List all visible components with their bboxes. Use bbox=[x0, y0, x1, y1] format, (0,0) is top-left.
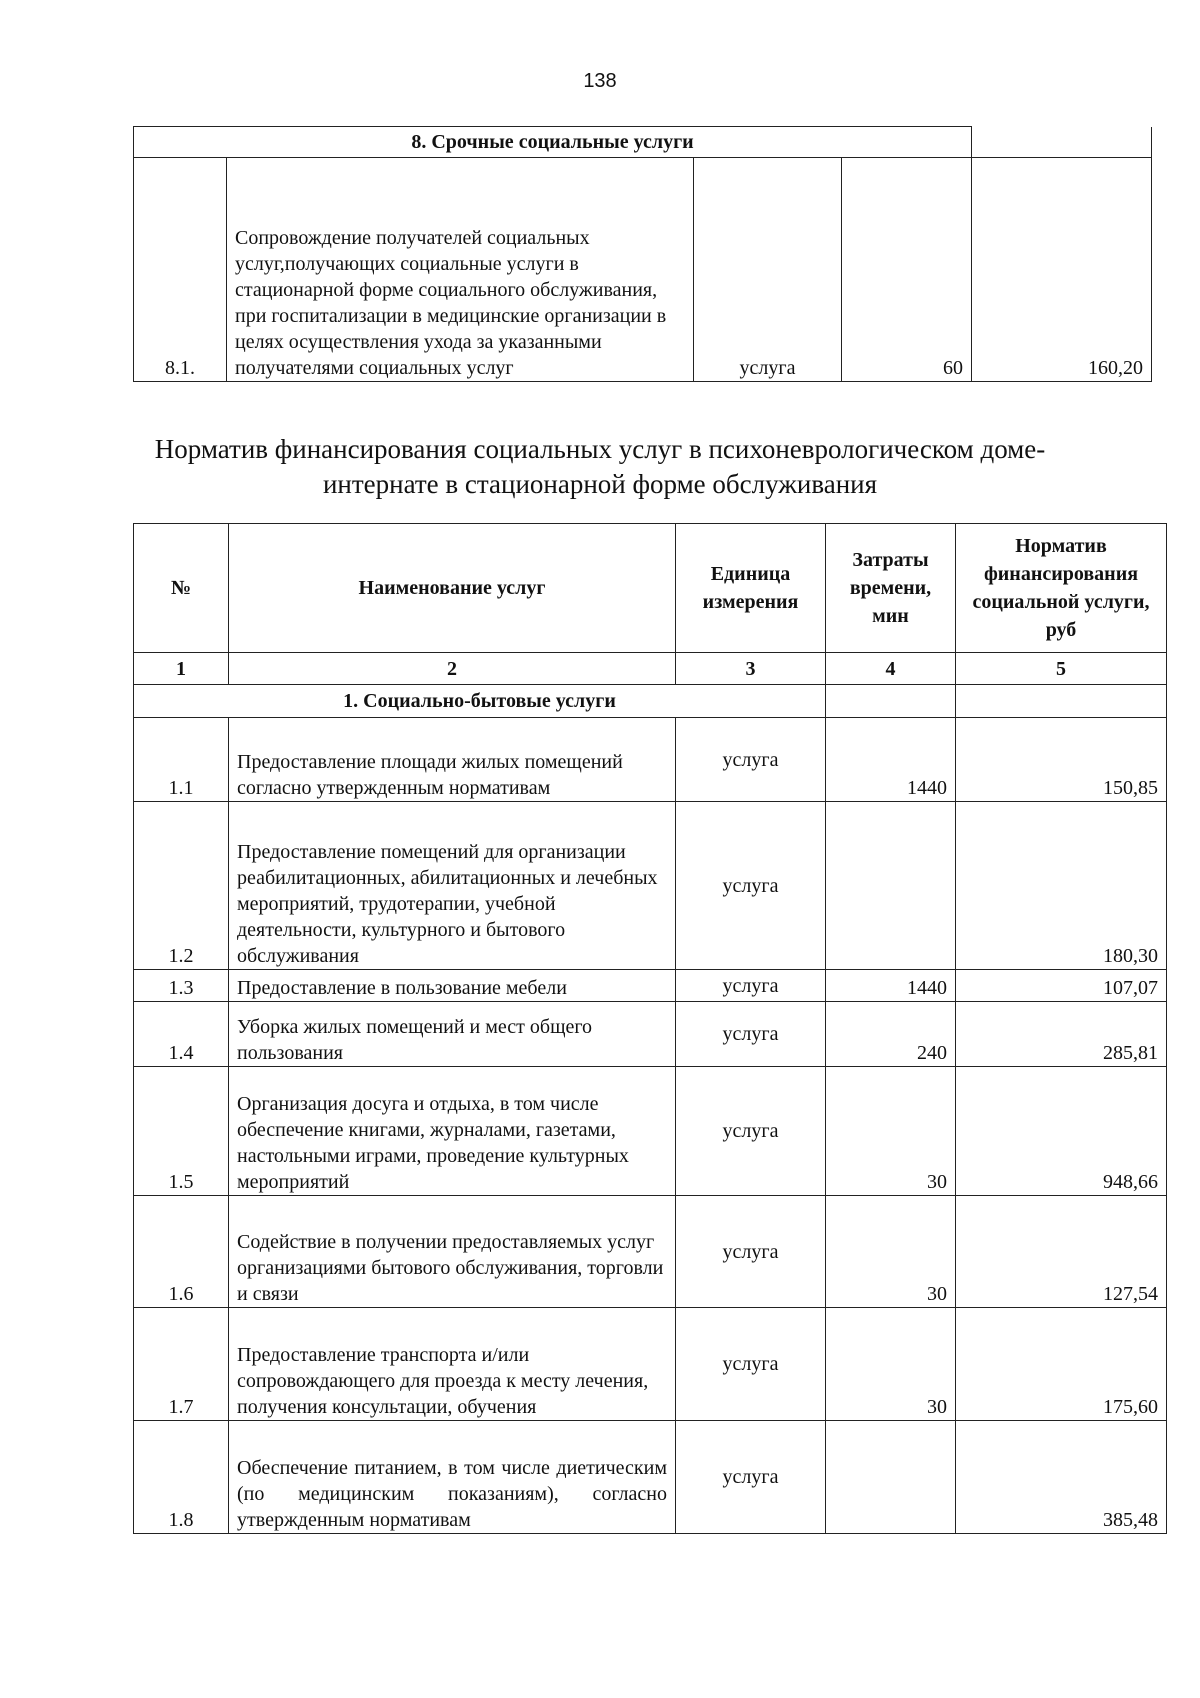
empty-cell bbox=[972, 127, 1152, 158]
norm-cell: 150,85 bbox=[956, 718, 1167, 802]
column-index: 3 bbox=[676, 653, 826, 685]
empty-cell bbox=[826, 685, 956, 718]
unit-cell: услуга bbox=[676, 1067, 826, 1196]
header-unit: Единица измерения bbox=[676, 524, 826, 653]
service-name: Предоставление помещений для организации реабилитационных, абилитационных и лечебных мероприятий, трудотерапии, учебной деятельности, культурного и бытового обслуживания bbox=[229, 802, 676, 970]
norm-cell: 948,66 bbox=[956, 1067, 1167, 1196]
header-time: Затраты времени, мин bbox=[826, 524, 956, 653]
financing-norms-table bbox=[133, 523, 1167, 1534]
table-row bbox=[134, 158, 1152, 382]
time-cell bbox=[826, 1421, 956, 1534]
header-norm: Норматив финансирования социальной услуги, руб bbox=[956, 524, 1167, 653]
norm-cell: 160,20 bbox=[972, 158, 1152, 382]
table-row bbox=[134, 718, 1167, 802]
time-cell: 30 bbox=[826, 1196, 956, 1308]
service-name: Предоставление площади жилых помещений согласно утвержденным нормативам bbox=[229, 718, 676, 802]
row-number: 1.5 bbox=[134, 1067, 229, 1196]
time-cell: 1440 bbox=[826, 718, 956, 802]
norm-cell: 285,81 bbox=[956, 1002, 1167, 1067]
table-row bbox=[134, 970, 1167, 1002]
service-name: Обеспечение питанием, в том числе диетическим (по медицинским показаниям), согласно утвержденным нормативам bbox=[229, 1421, 676, 1534]
norm-cell: 127,54 bbox=[956, 1196, 1167, 1308]
header-row bbox=[134, 524, 1167, 653]
section-row bbox=[134, 685, 1167, 718]
norm-cell: 107,07 bbox=[956, 970, 1167, 1002]
column-index: 5 bbox=[956, 653, 1167, 685]
row-number: 1.7 bbox=[134, 1308, 229, 1421]
norm-cell: 180,30 bbox=[956, 802, 1167, 970]
column-index: 2 bbox=[229, 653, 676, 685]
row-number: 1.6 bbox=[134, 1196, 229, 1308]
row-number: 8.1. bbox=[134, 158, 227, 382]
row-number: 1.2 bbox=[134, 802, 229, 970]
header-name: Наименование услуг bbox=[229, 524, 676, 653]
row-number: 1.1 bbox=[134, 718, 229, 802]
unit-cell: услуга bbox=[676, 1421, 826, 1534]
norm-cell: 385,48 bbox=[956, 1421, 1167, 1534]
table-row bbox=[134, 1421, 1167, 1534]
row-number: 1.4 bbox=[134, 1002, 229, 1067]
table-row bbox=[134, 1002, 1167, 1067]
time-cell: 240 bbox=[826, 1002, 956, 1067]
header-num: № bbox=[134, 524, 229, 653]
unit-cell: услуга bbox=[694, 158, 842, 382]
time-cell: 30 bbox=[826, 1308, 956, 1421]
urgent-services-table bbox=[133, 126, 1152, 382]
page-number: 138 bbox=[583, 70, 617, 92]
table-row bbox=[134, 1308, 1167, 1421]
unit-cell: услуга bbox=[676, 718, 826, 802]
section-heading: Норматив финансирования социальных услуг в психоневрологическом доме-интернате в стационарной форме обслуживания bbox=[154, 434, 1046, 499]
unit-cell: услуга bbox=[676, 1308, 826, 1421]
row-number: 1.3 bbox=[134, 970, 229, 1002]
table-row bbox=[134, 1196, 1167, 1308]
index-row bbox=[134, 653, 1167, 685]
unit-cell: услуга bbox=[676, 970, 826, 1002]
unit-cell: услуга bbox=[676, 1196, 826, 1308]
time-cell: 60 bbox=[842, 158, 972, 382]
table-row bbox=[134, 802, 1167, 970]
time-cell: 30 bbox=[826, 1067, 956, 1196]
table-row bbox=[134, 1067, 1167, 1196]
section-title: 8. Срочные социальные услуги bbox=[134, 127, 972, 158]
service-name: Предоставление в пользование мебели bbox=[229, 970, 676, 1002]
column-index: 1 bbox=[134, 653, 229, 685]
time-cell bbox=[826, 802, 956, 970]
unit-cell: услуга bbox=[676, 1002, 826, 1067]
service-name: Уборка жилых помещений и мест общего пользования bbox=[229, 1002, 676, 1067]
service-name: Содействие в получении предоставляемых услуг организациями бытового обслуживания, торговли и связи bbox=[229, 1196, 676, 1308]
empty-cell bbox=[956, 685, 1167, 718]
service-name: Предоставление транспорта и/или сопровождающего для проезда к месту лечения, получения консультации, обучения bbox=[229, 1308, 676, 1421]
section-title: 1. Социально-бытовые услуги bbox=[134, 685, 826, 718]
service-name: Сопровождение получателей социальных услуг,получающих социальные услуги в стационарной форме социального обслуживания, при госпитализации в медицинские организации в целях осуществления ухода за указанными получателями социальных услуг bbox=[227, 158, 694, 382]
unit-cell: услуга bbox=[676, 802, 826, 970]
time-cell: 1440 bbox=[826, 970, 956, 1002]
row-number: 1.8 bbox=[134, 1421, 229, 1534]
norm-cell: 175,60 bbox=[956, 1308, 1167, 1421]
service-name: Организация досуга и отдыха, в том числе обеспечение книгами, журналами, газетами, настольными играми, проведение культурных мероприятий bbox=[229, 1067, 676, 1196]
column-index: 4 bbox=[826, 653, 956, 685]
section-row bbox=[134, 127, 1152, 158]
